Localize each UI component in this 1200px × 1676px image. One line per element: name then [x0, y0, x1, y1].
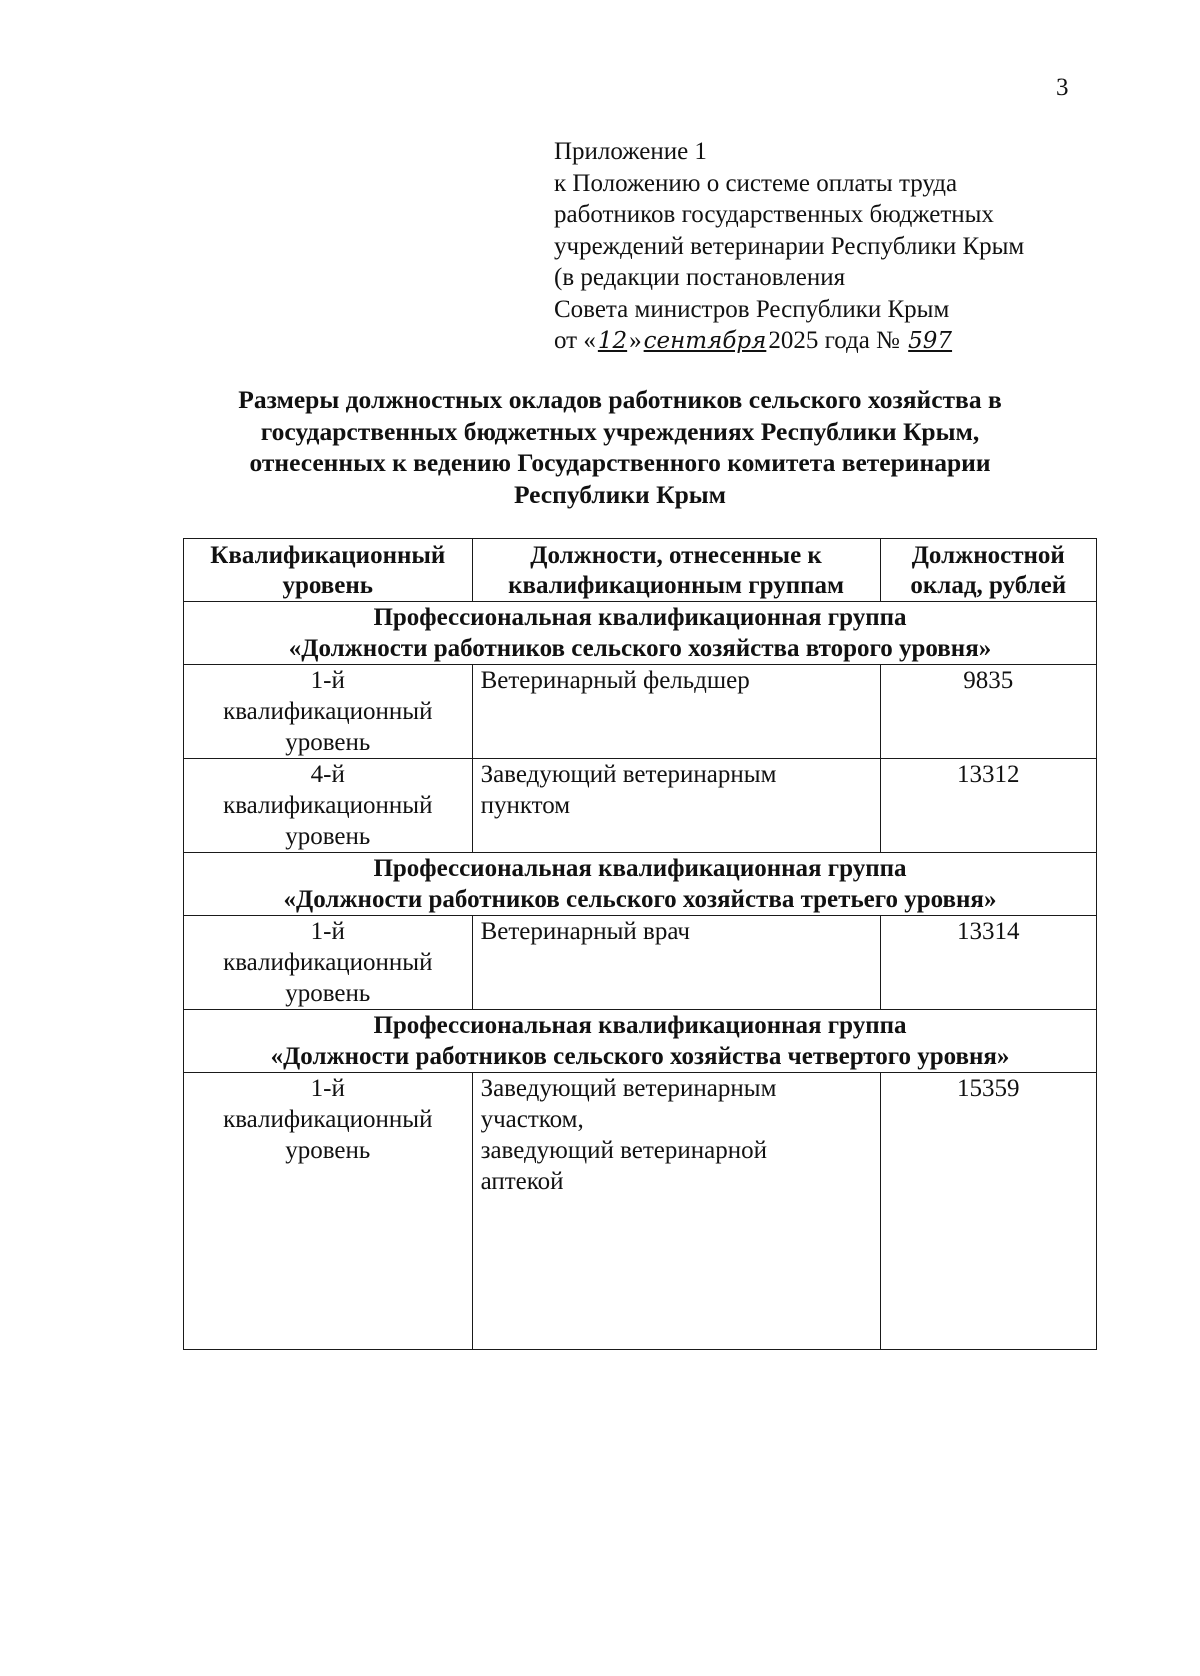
header-line: Должностной — [911, 542, 1065, 569]
level-line: 1-й — [310, 1075, 345, 1102]
level-line: 1-й — [310, 667, 345, 694]
group-title — [184, 853, 1097, 916]
year-text: 2025 года № — [768, 327, 900, 354]
group-title-line: «Должности работников сельского хозяйства третьего уровня» — [283, 886, 997, 913]
position-line: Заведующий ветеринарным — [480, 1075, 777, 1102]
appendix-line: (в редакции постановления — [554, 264, 846, 291]
handwritten-month: сентября — [643, 328, 767, 354]
position-line: пунктом — [480, 792, 571, 819]
qualification-level-cell — [184, 665, 473, 759]
group-title-line: «Должности работников сельского хозяйства второго уровня» — [288, 635, 992, 662]
appendix-line: Совета министров Республики Крым — [554, 295, 950, 323]
document-title — [150, 384, 1090, 510]
position-line: Ветеринарный фельдшер — [480, 667, 750, 694]
group-title-line: Профессиональная квалификационная группа — [373, 855, 907, 882]
level-line: квалификационный — [223, 949, 433, 976]
salary-cell: 9835 — [880, 665, 1096, 759]
level-line: уровень — [285, 729, 371, 756]
qualification-level-cell — [184, 1073, 473, 1350]
group-title-line: Профессиональная квалификационная группа — [373, 1012, 907, 1039]
page-number: 3 — [1056, 74, 1069, 101]
title-line: государственных бюджетных учреждениях Республики Крым, — [260, 416, 980, 446]
title-line: Размеры должностных окладов работников сельского хозяйства в — [238, 385, 1002, 414]
salary-cell: 13314 — [880, 916, 1096, 1010]
level-line: квалификационный — [223, 1106, 433, 1133]
title-line: отнесенных к ведению Государственного комитета ветеринарии — [249, 448, 991, 477]
header-line: квалификационным группам — [508, 572, 845, 599]
header-line: уровень — [282, 572, 374, 599]
group-title — [184, 602, 1097, 665]
date-prefix: от « — [554, 327, 596, 354]
group-title-line: Профессиональная квалификационная группа — [373, 604, 907, 631]
table-row — [184, 665, 1097, 759]
appendix-line: работников государственных бюджетных — [554, 201, 994, 228]
appendix-block — [554, 136, 1114, 358]
table-header-row — [184, 539, 1097, 602]
level-line: уровень — [285, 980, 371, 1007]
group-title — [184, 1010, 1097, 1073]
header-line: Квалификационный — [210, 542, 446, 569]
level-line: 1-й — [310, 918, 345, 945]
resolution-date-line — [554, 325, 1114, 358]
group-title-line: «Должности работников сельского хозяйства четвертого уровня» — [270, 1043, 1010, 1070]
group-title-row — [184, 853, 1097, 916]
table-row — [184, 916, 1097, 1010]
positions-cell — [472, 1073, 880, 1350]
level-line: 4-й — [310, 761, 345, 788]
qualification-level-cell — [184, 759, 473, 853]
level-line: квалификационный — [223, 698, 433, 725]
appendix-line: учреждений ветеринарии Республики Крым — [554, 232, 1025, 260]
position-line: Заведующий ветеринарным — [480, 761, 777, 788]
day-close-quote: » — [629, 327, 642, 354]
level-line: квалификационный — [223, 792, 433, 819]
positions-cell — [472, 759, 880, 853]
group-title-row — [184, 1010, 1097, 1073]
table-row — [184, 759, 1097, 853]
header-qualification-level — [184, 539, 473, 602]
level-line: уровень — [285, 823, 371, 850]
appendix-line: к Положению о системе оплаты труда — [554, 169, 958, 197]
header-salary — [880, 539, 1096, 602]
appendix-line: Приложение 1 — [554, 138, 707, 165]
positions-cell — [472, 665, 880, 759]
positions-cell — [472, 916, 880, 1010]
salary-cell: 13312 — [880, 759, 1096, 853]
position-line: заведующий ветеринарной — [480, 1137, 768, 1164]
qualification-level-cell — [184, 916, 473, 1010]
header-positions — [472, 539, 880, 602]
title-line: Республики Крым — [513, 479, 727, 509]
header-line: Должности, отнесенные к — [530, 542, 822, 569]
level-line: уровень — [285, 1137, 371, 1164]
salary-table — [183, 538, 1097, 1350]
position-line: участком, — [480, 1106, 584, 1133]
group-title-row — [184, 602, 1097, 665]
table-row — [184, 1073, 1097, 1350]
header-line: оклад, рублей — [910, 572, 1067, 599]
position-line: Ветеринарный врач — [480, 918, 690, 945]
position-line: аптекой — [480, 1168, 564, 1195]
salary-cell: 15359 — [880, 1073, 1096, 1350]
handwritten-number: 597 — [908, 328, 953, 354]
handwritten-day: 12 — [597, 328, 628, 354]
